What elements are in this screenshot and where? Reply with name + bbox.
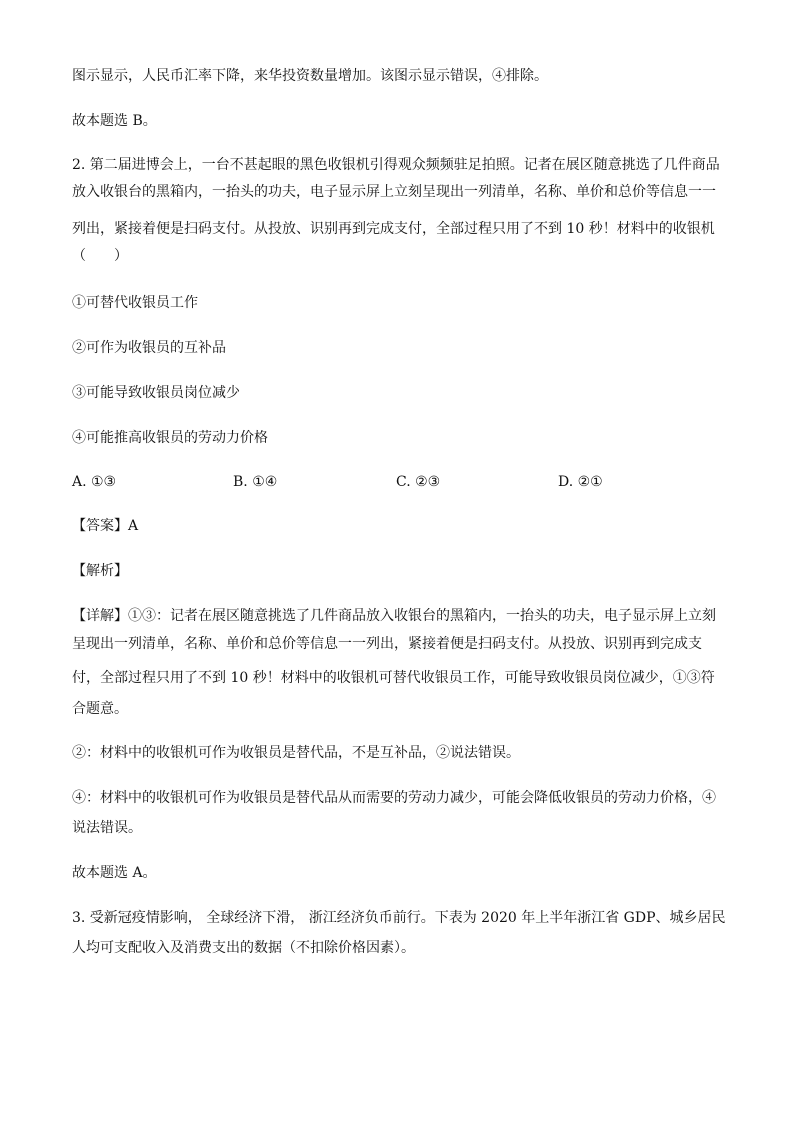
detail-line: 呈现出一列清单，名称、单价和总价等信息一一列出，紧接着便是扫码支付。从投放、识别再到完成支 bbox=[72, 636, 702, 652]
question-stem-line: 人均可支配收入及消费支出的数据（不扣除价格因素）。 bbox=[72, 940, 415, 956]
point-4-line: 说法错误。 bbox=[72, 820, 142, 836]
question-stem-line: 列出，紧接着便是扫码支付。从投放、识别再到完成支付，全部过程只用了不到 10 秒！材料中的收银机 bbox=[72, 221, 715, 237]
answer-bracket: （ ） bbox=[72, 248, 128, 264]
option-c: C. ②③ bbox=[396, 474, 441, 490]
answer-options bbox=[72, 472, 632, 492]
analysis-heading: 【解析】 bbox=[72, 563, 128, 579]
detail-line: 付，全部过程只用了不到 10 秒！材料中的收银机可替代收银员工作，可能导致收银员岗位减少，①③符 bbox=[72, 670, 715, 686]
detail-line: 合题意。 bbox=[72, 701, 128, 717]
statement-2: ②可作为收银员的互补品 bbox=[72, 340, 226, 356]
answer-label: 【答案】A bbox=[72, 518, 139, 534]
point-4-line: ④：材料中的收银机可作为收银员是替代品从而需要的劳动力减少，可能会降低收银员的劳动力价格，④ bbox=[72, 790, 716, 806]
option-a: A. ①③ bbox=[72, 474, 117, 490]
statement-1: ①可替代收银员工作 bbox=[72, 295, 198, 311]
option-d: D. ②① bbox=[558, 474, 603, 490]
question-stem-line: 3. 受新冠疫情影响， 全球经济下滑， 浙江经济负币前行。下表为 2020 年上半年浙江省 GDP、城乡居民 bbox=[72, 910, 726, 926]
option-b: B. ①④ bbox=[233, 474, 278, 490]
question-stem-line: 放入收银台的黑箱内，一抬头的功夫，电子显示屏上立刻呈现出一列清单，名称、单价和总价等信息一一 bbox=[72, 184, 716, 200]
question-stem-line: 2. 第二届进博会上，一台不甚起眼的黑色收银机引得观众频频驻足拍照。记者在展区随意挑选了几件商品 bbox=[72, 157, 720, 173]
point-2-text: ②：材料中的收银机可作为收银员是替代品，不是互补品，②说法错误。 bbox=[72, 745, 520, 761]
detail-line: 【详解】①③：记者在展区随意挑选了几件商品放入收银台的黑箱内，一抬头的功夫，电子显示屏上立刻 bbox=[72, 608, 716, 624]
conclusion-text: 故本题选 A。 bbox=[72, 865, 157, 881]
statement-4: ④可能推高收银员的劳动力价格 bbox=[72, 430, 268, 446]
paragraph-text: 图示显示，人民币汇率下降，来华投资数量增加。该图示显示错误，④排除。 bbox=[72, 68, 548, 84]
statement-3: ③可能导致收银员岗位减少 bbox=[72, 385, 240, 401]
conclusion-text: 故本题选 B。 bbox=[72, 113, 157, 129]
